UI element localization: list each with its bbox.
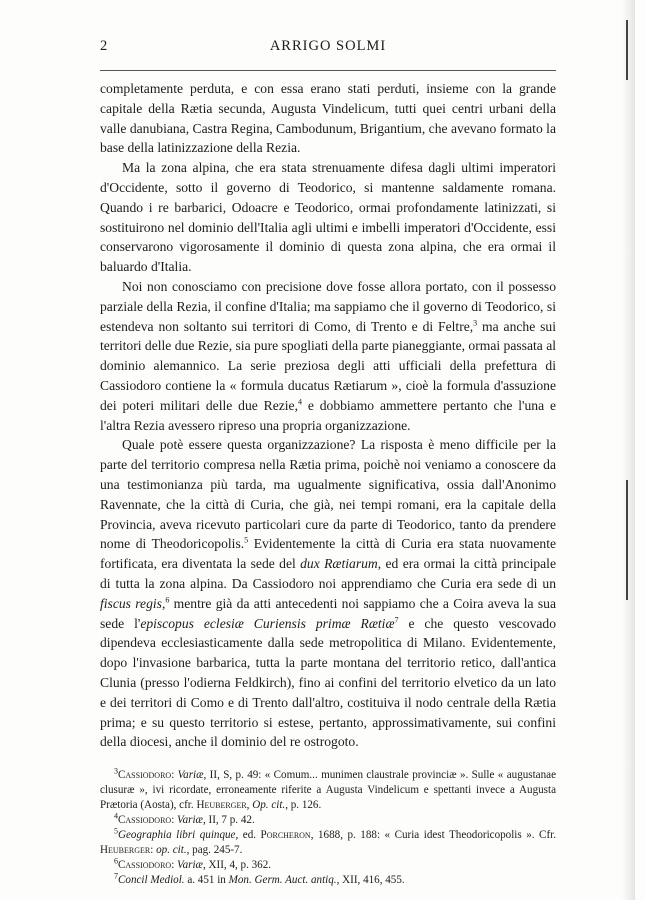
footnote: $^6$Cassiodoro: Variæ, XII, 4, p. 362. xyxy=(114,856,272,872)
page-number: 2 xyxy=(100,38,109,54)
footnote-ref[interactable]: 3 xyxy=(473,318,478,328)
page-edge-shadow xyxy=(621,0,635,900)
footnotes xyxy=(100,768,556,888)
footnote: $^4$Cassiodoro: Variæ, II, 7 p. 42. xyxy=(114,811,255,827)
footnote: $^3$Cassiodoro: Variæ, II, S, p. 49: « Comum... munimen claustrale provinciæ ». Sulle « augustanae clusuræ », ivi ricordate, erroneamente riferite a Augusta Vindelicum e spettanti invece a Augusta Prætoria (Aosta), cfr. Heuberger, Op. cit., p. 126. xyxy=(100,766,557,812)
running-head: ARRIGO SOLMI xyxy=(269,38,387,54)
header-rule xyxy=(100,70,556,71)
footnote-ref[interactable]: 4 xyxy=(297,397,302,407)
body-text xyxy=(100,79,556,752)
footnote-ref[interactable]: 6 xyxy=(165,595,170,605)
paragraph: Ma la zona alpina, che era stata strenuamente difesa dagli ultimi imperatori d'Occidente, sotto il governo di Teodorico, si mantenne saldamente romana. Quando i re barbarici, Odoacre e Teodorico, ormai profondamente latinizzati, si sostituirono nel dominio dell'Italia agli ultimi e imbelli imperatori d'Occidente, essi conservarono vigorosamente il dominio di questa zona alpina, che era ormai il baluardo d'Italia. xyxy=(100,160,556,275)
footnote: $^7$Concil Mediol. a. 451 in Mon. Germ. Auct. antiq., XII, 416, 455. xyxy=(114,871,405,887)
page xyxy=(100,38,556,888)
footnote: $^5$Geographia libri quinque, ed. Porcheron, 1688, p. 188: « Curia idest Theodoricopolis ». Cfr. Heuberger: op. cit., pag. 245-7. xyxy=(100,826,556,857)
paragraph: Quale potè essere questa organizzazione? La risposta è meno difficile per la parte del territorio compresa nella Rætia prima, poichè noi veniamo a conoscere da una testimonianza più tarda, ma ugualmente significativa, ossia dall'Anonimo Ravennate, che la città di Curia, che già, nei tempi romani, era la capitale della Provincia, aveva ricevuto particolari cure da parte di Teodorico, tanto da prendere nome di Theodoricopolis.$^5$ Evidentemente la città di Curia era stata nuovamente fortificata, era diventata la sede del dux Rætiarum, ed era ormai la città principale di tutta la zona alpina. Da Cassiodoro noi apprendiamo che Curia era sede di un fiscus regis,$^6$ mentre già da atti antecedenti noi sappiamo che a Coira aveva la sua sede l'episcopus eclesiæ Curiensis primæ Rætiæ$^7$ e che questo vescovado dipendeva ecclesiasticamente dalla sede metropolitica di Milano. Evidentemente, dopo l'invasione barbarica, tutta la parte montana del territorio retico, dall'antica Clunia (presso l'odierna Feldkirch), fino ai confini del territorio elvetico da un lato e dei territori di Como e di Trento dall'altro, costituiva il nodo centrale della Rætia prima; e su questo territorio si estese, pertanto, approssimativamente, sui confini della diocesi, anche il dominio del re ostrogoto. xyxy=(100,437,557,750)
paragraph: Noi non conosciamo con precisione dove fosse allora portato, con il possesso parziale della Rezia, il confine d'Italia; ma sappiamo che il governo di Teodorico, si estendeva non soltanto sui territori di Como, di Trento e di Feltre,$^3$ ma anche sui territori delle due Rezie, sia pure spogliati della parte pianeggiante, ormai passata al dominio alemannico. La serie preziosa degli atti ufficiali della prefettura di Cassiodoro contiene la « formula ducatus Rætiarum », cioè la formula d'assuzione dei poteri militari delle due Rezie,$^4$ e dobbiamo ammettere pertanto che l'una e l'altra Rezia avessero ripreso una propria organizzazione. xyxy=(100,278,556,433)
paragraph: completamente perduta, e con essa erano stati perduti, insieme con la grande capitale della Rætia secunda, Augusta Vindelicum, tutti quei centri urbani della valle danubiana, Castra Regina, Cambodunum, Brigantium, che avevano formato la base della latinizzazione della Rezia. xyxy=(100,81,556,156)
scan-edge-mark xyxy=(626,20,628,80)
footnote-ref[interactable]: 7 xyxy=(394,614,399,624)
page-header xyxy=(100,38,556,60)
scan-edge-mark xyxy=(626,480,628,600)
footnote-ref[interactable]: 5 xyxy=(244,535,249,545)
